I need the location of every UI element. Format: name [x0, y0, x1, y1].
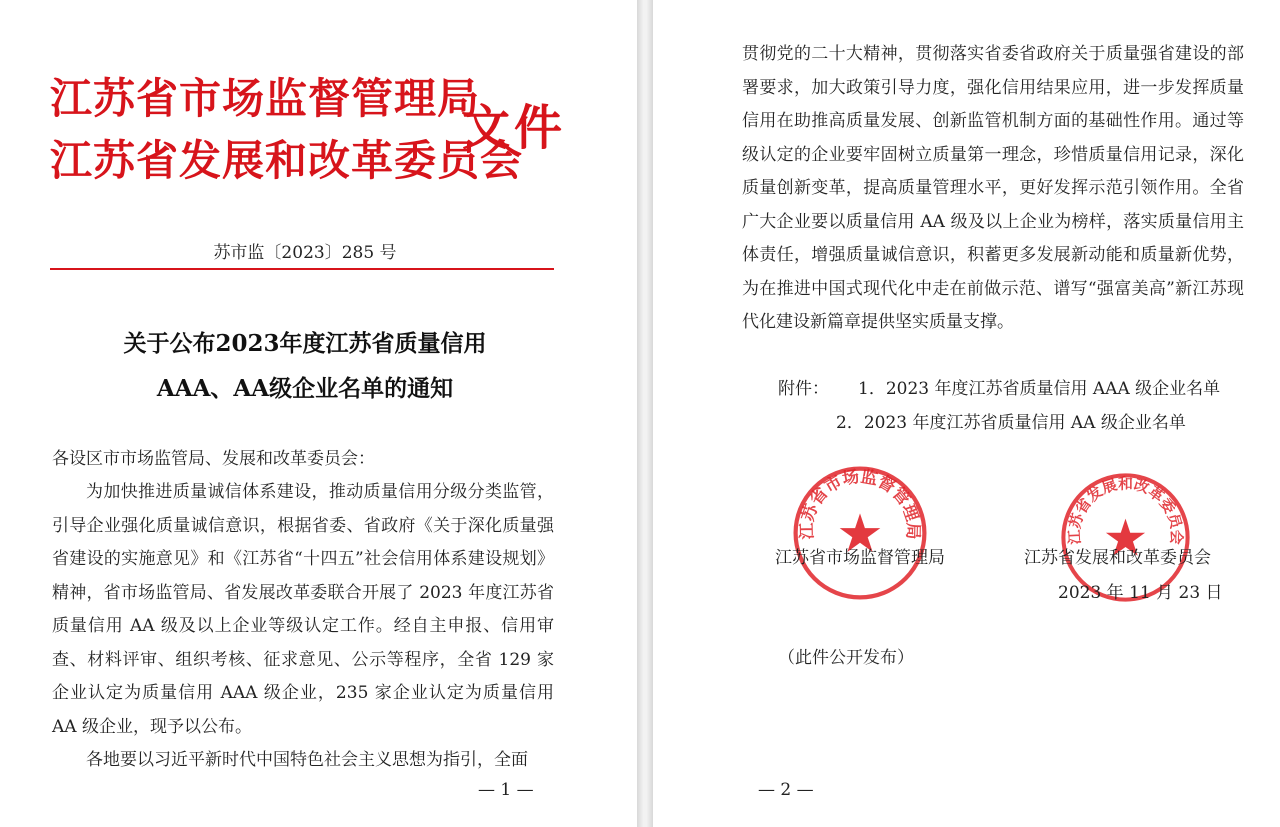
attachment-item-1: 1．2023 年度江苏省质量信用 AAA 级企业名单 [858, 379, 1221, 399]
seal-2-text: 江苏省发展和改革委员会 [1065, 474, 1186, 545]
paragraph-text: 为加快推进质量诚信体系建设，推动质量信用分级分类监管，引导企业强化质量诚信意识，根据省委、省政府《关于深化质量强省建设的实施意见》和《江苏省“十四五”社会信用体系建设规划》精神，省市场监管局、省发展改革委联合开展了 2023 年度江苏省质量信用 AA 级及以上企业等级认定工作。经自主申报、信用审查、材料评审、组织考核、征求意见、公示等程序，全省 129 家企业认定为质量信用 AAA 级企业，235 家企业认定为质量信用 AA 级企业，现予以公布。 [52, 482, 554, 737]
publication-note: （此件公开发布） [778, 648, 914, 668]
attachment-item-2: 2．2023 年度江苏省质量信用 AA 级企业名单 [836, 413, 1186, 433]
document-number: 苏市监〔2023〕285 号 [213, 243, 397, 263]
signature-date: 2023 年 11 月 23 日 [1058, 583, 1223, 603]
body-paragraph-2-continued [742, 38, 1244, 340]
page-number-1: — 1 — [478, 780, 534, 800]
document-type-label: 文件 [462, 100, 567, 156]
page-gutter [637, 0, 653, 827]
signature-market-supervision: 江苏省市场监督管理局 [775, 548, 945, 568]
page-number-2: — 2 — [758, 780, 814, 800]
body-paragraph-1 [52, 476, 554, 744]
issuing-agency-2: 江苏省发展和改革委员会 [50, 136, 524, 185]
signature-development-reform: 江苏省发展和改革委员会 [1024, 548, 1211, 568]
notice-title-line-2: AAA、AA级企业名单的通知 [156, 375, 454, 402]
issuing-agency-1: 江苏省市场监督管理局 [50, 74, 481, 123]
attachments-label: 附件： [778, 379, 829, 399]
red-divider-line [50, 268, 554, 270]
paragraph-text: 贯彻党的二十大精神，贯彻落实省委省政府关于质量强省建设的部署要求，加大政策引导力度，强化信用结果应用，进一步发挥质量信用在助推高质量发展、创新监管机制方面的基础性作用。通过等级认定的企业要牢固树立质量第一理念，珍惜质量信用记录，深化质量创新变革，提高质量管理水平，更好发挥示范引领作用。全省广大企业要以质量信用 AA 级及以上企业为榜样，落实质量信用主体责任，增强质量诚信意识，积蓄更多发展新动能和质量新优势，为在推进中国式现代化中走在前做示范、谱写“强富美高”新江苏现代化建设新篇章提供坚实质量支撑。 [742, 44, 1244, 332]
salutation: 各设区市市场监管局、发展和改革委员会： [52, 449, 375, 469]
official-seal-market-supervision [790, 463, 930, 603]
body-paragraph-2-start [52, 744, 554, 778]
seal-1-text: 江苏省市场监督管理局 [796, 465, 924, 540]
notice-title-line-1: 关于公布2023年度江苏省质量信用 [123, 330, 487, 357]
paragraph-text: 各地要以习近平新时代中国特色社会主义思想为指引，全面 [86, 750, 528, 770]
